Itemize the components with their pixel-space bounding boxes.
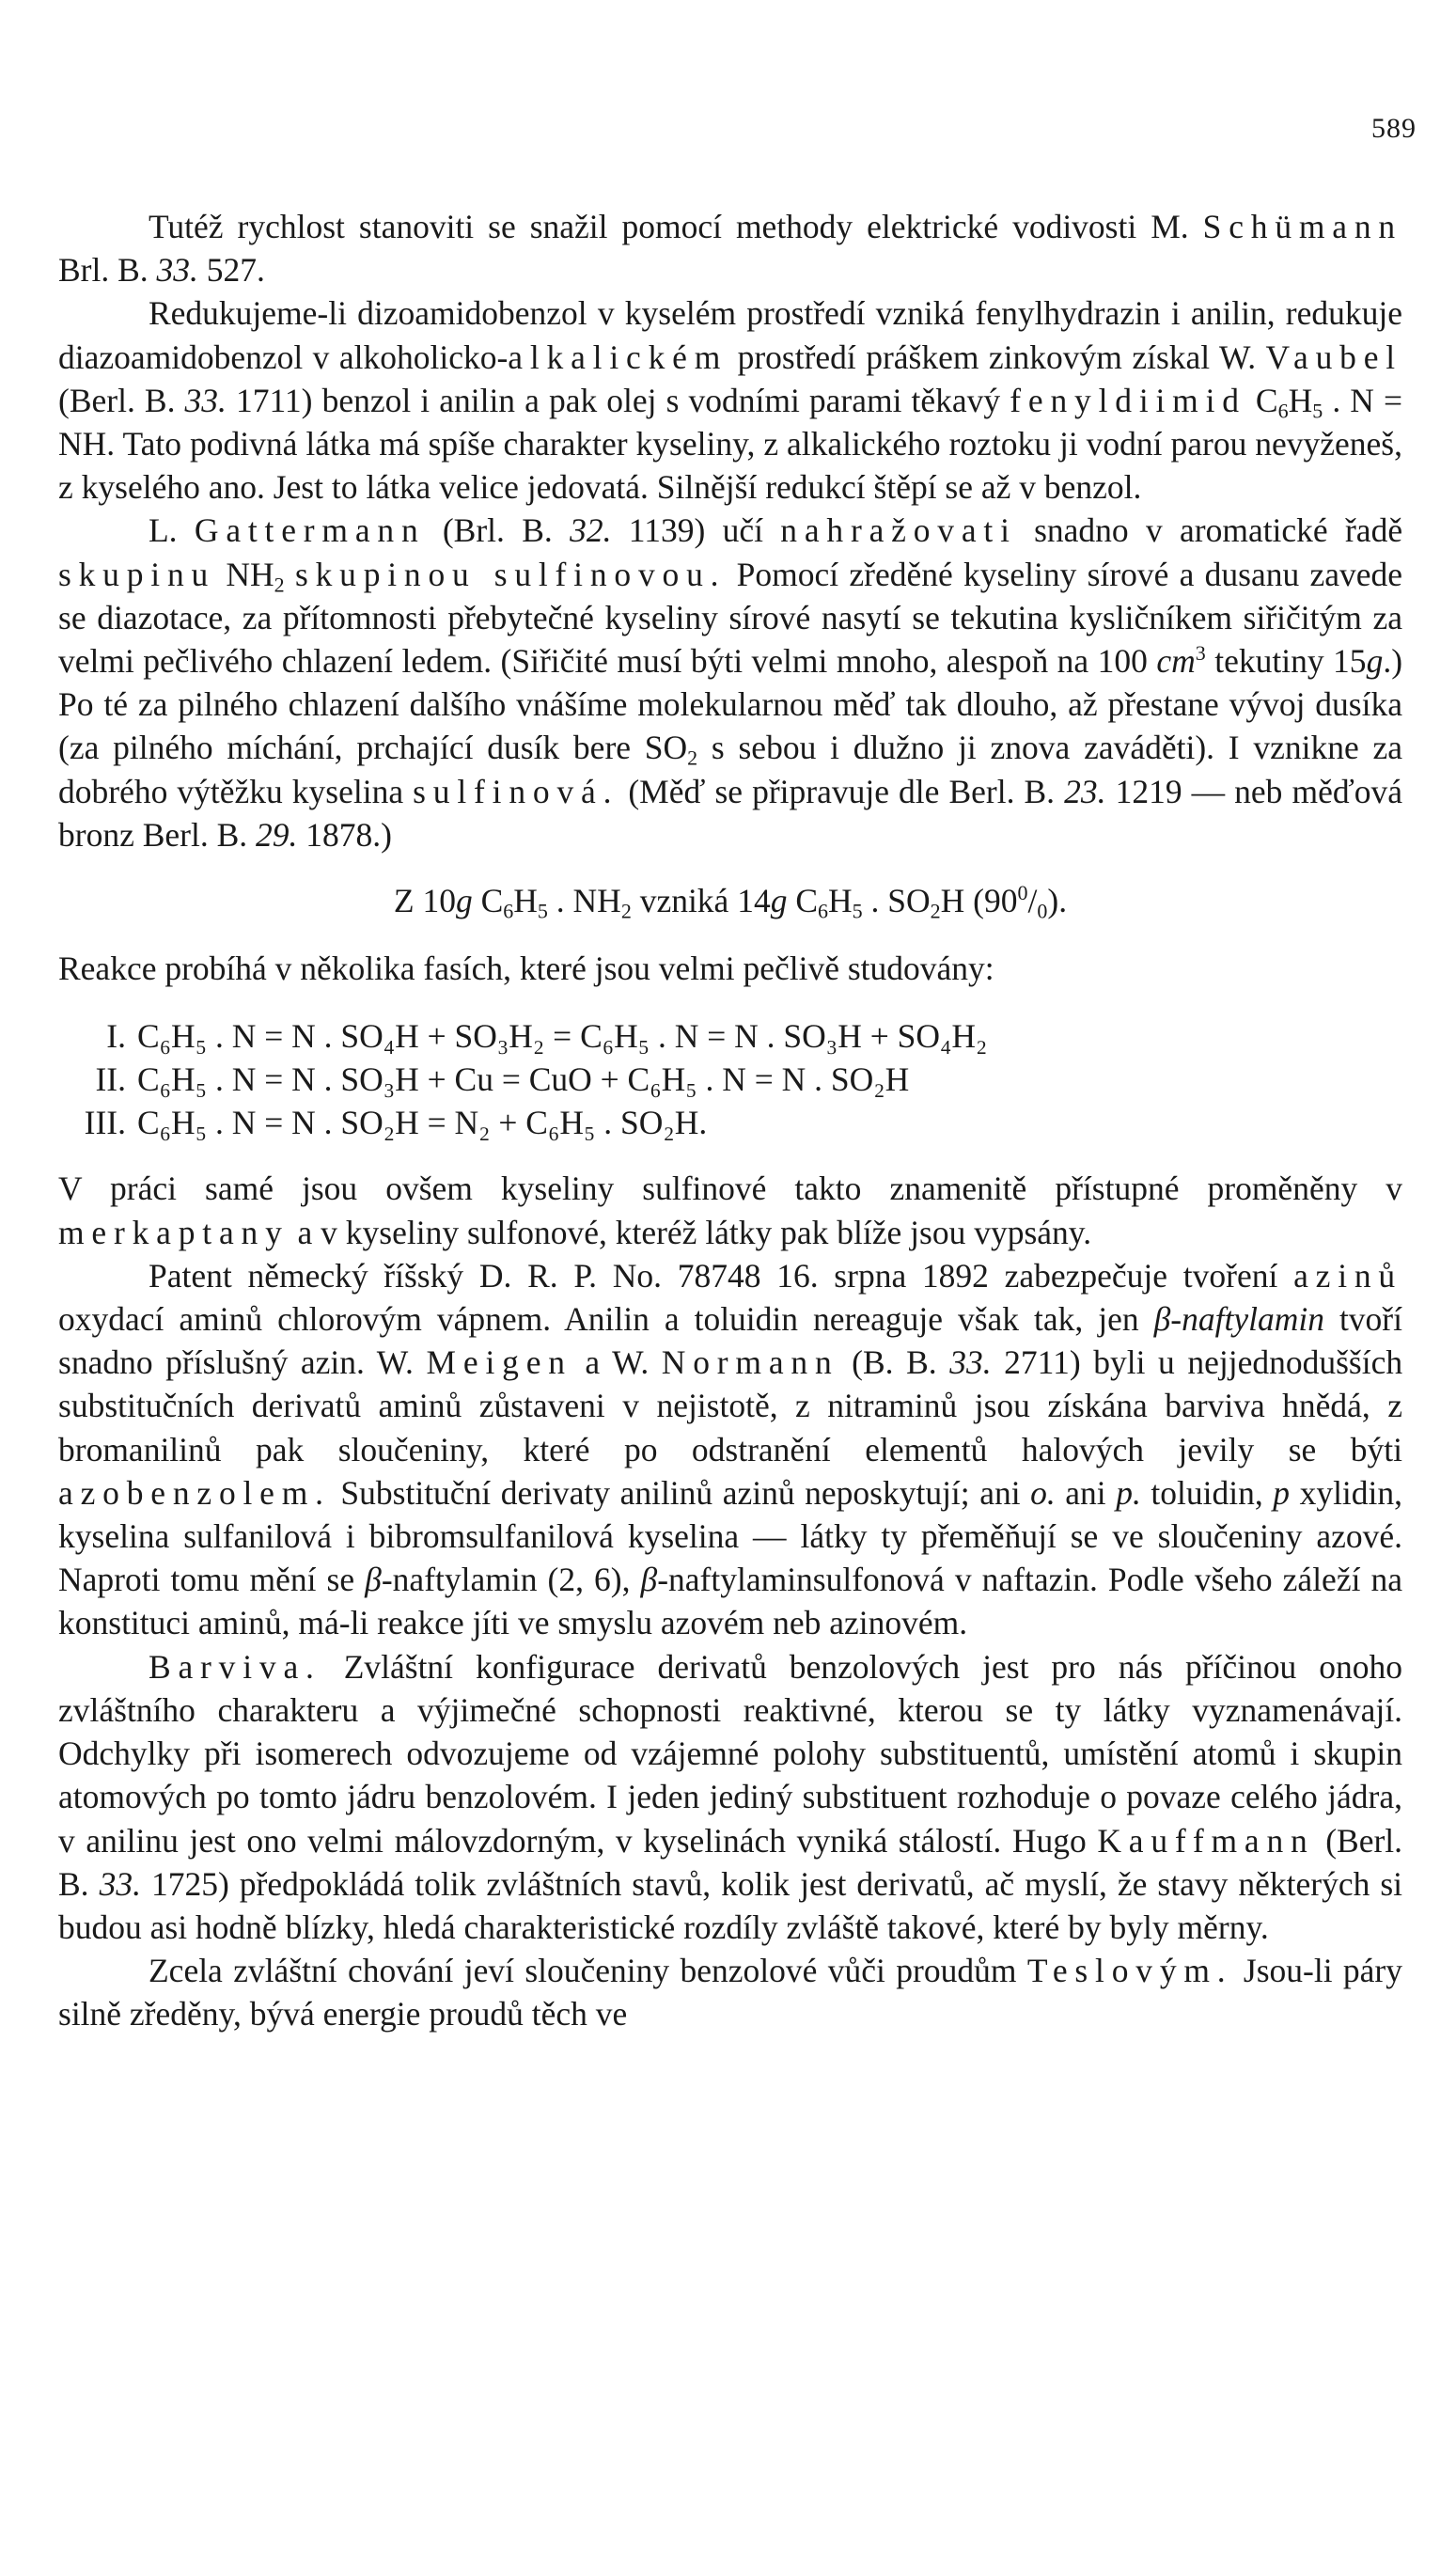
equation-number: III. <box>84 1104 126 1142</box>
paragraph-5: V práci samé jsou ovšem kyseliny sulfinové takto znamenitě přístupné proměněny v merkaptany a v kyseliny sulfonové, kteréž látky pak blíže jsou vypsány. <box>58 1170 1402 1251</box>
paragraph-2: Redukujeme-li dizoamidobenzol v kyselém prostředí vzniká fenylhydrazin i anilin, redukuje diazoamidobenzol v alkoholicko-alkalickém prostředí práškem zinkovým získal W. Vaubel (Berl. B. 33. 1711) benzol i anilin a pak olej s vodními parami těkavý fenyldiimid $C_6H_5$ . N = NH. Tato podivná látka má spíše charakter kyseliny, z alkalického roztoku ji vodní parou nevyženeš, z kyselého ano. Jest to látka velice jedovatá. Silnější redukcí štěpí se až v benzol. <box>58 294 1402 507</box>
reaction-equations <box>58 1014 1402 1144</box>
page-number: 589 <box>1371 113 1417 144</box>
paragraph-4: Reakce probíhá v několika fasích, které jsou velmi pečlivě studovány: <box>58 950 994 988</box>
paragraph-7: Barviva. Zvláštní konfigurace derivatů benzolových jest pro nás příčinou onoho zvláštního charakteru a výjimečné schopnosti reaktivné, kterou se ty látky vyznamenávají. Odchylky při isomerech odvozujeme od vzájemné polohy substituentů, umístění atomů i skupin atomových po tomto jádru benzolovém. I jeden jediný substituent rozhoduje o povaze celého jádra, v anilinu jest ono velmi málovzdorným, v kyselinách vyniká stálostí. Hugo Kauffmann (Berl. B. 33. 1725) předpokládá tolik zvláštních stavů, kolik jest derivatů, ač myslí, že stavy některých si budou asi hodně blízky, hledá charakteristické rozdíly zvláště takové, které by byly měrny. <box>58 1647 1403 1946</box>
equation-1 <box>58 1014 1402 1058</box>
equation-number: I. <box>106 1017 126 1056</box>
paragraph-8: Zcela zvláštní chování jeví sloučeniny benzolové vůči proudům Teslovým. Jsou-li páry silně zředěny, bývá energie proudů těch ve <box>58 1952 1403 2033</box>
equation-2 <box>58 1058 1402 1101</box>
formula-yield: Z 10g $C_6H_5$ . $NH_2$ vzniká 14g $C_6H_5$ . $SO_2H$ $(90^0/_0)$. <box>393 880 1068 923</box>
paragraph-6: Patent německý říšský D. R. P. No. 78748 16. srpna 1892 zabezpečuje tvoření azinů oxydací aminů chlorovým vápnem. Anilin a toluidin nereaguje však tak, jen β-naftylamin tvoří snadno příslušný azin. W. Meigen a W. Normann (B. B. 33. 2711) byli u nejjednodušších substitučních derivatů aminů zůstaveni v nejistotě, z nitraminů jsou získána barviva hnědá, z bromanilinů pak sloučeniny, které po odstranění elementů halových jevily se býti azobenzolem. Substituční derivaty anilinů azinů neposkytují; ani o. ani p. toluidin, p xylidin, kyselina sulfanilová i bibromsulfanilová kyselina — látky ty přeměňují se ve sloučeniny azové. Naproti tomu mění se β-naftylamin (2, 6), β-naftylaminsulfonová v naftazin. Podle všeho záleží na konstituci aminů, má-li reakce jíti ve smyslu azovém neb azinovém. <box>58 1256 1403 1642</box>
body-text <box>58 205 1402 2036</box>
equation-text: C₆H₅ . N = N . SO₂H = N₂ + C₆H₅ . SO₂H. <box>137 1104 708 1142</box>
paragraph-3: L. Gattermann (Brl. B. 32. 1139) učí nahražovati snadno v aromatické řadě skupinu $NH_2$ skupinou sulfinovou. Pomocí zředěné kyseliny sírové a dusanu zavede se diazotace, za přítomnosti přebytečné kyseliny sírové nasytí se tekutina kysličníkem siřičitým za velmi pečlivého chlazení ledem. (Siřičité musí býti velmi mnoho, alespoň na 100 $cm^3$ tekutiny 15g.) Po té za pilného chlazení dalšího vnášíme molekularnou měď tak dlouho, až přestane vývoj dusíka (za pilného míchání, prchající dusík bere $SO_2$ s sebou i dlužno ji znova zaváděti). I vznikne za dobrého výtěžku kyselina sulfinová. (Měď se připravuje dle Berl. B. 23. 1219 — neb měďová bronz Berl. B. 29. 1878.) <box>58 511 1403 854</box>
equation-text: C₆H₅ . N = N . SO₃H + Cu = CuO + C₆H₅ . N = N . SO₂H <box>137 1060 910 1099</box>
paragraph-1: Tutéž rychlost stanoviti se snažil pomocí methody elektrické vodivosti M. Schümann Brl. B. 33. 527. <box>58 208 1402 290</box>
equation-3 <box>58 1101 1402 1144</box>
equation-text: C₆H₅ . N = N . SO₄H + SO₃H₂ = C₆H₅ . N = N . SO₃H + SO₄H₂ <box>137 1017 988 1056</box>
equation-number: II. <box>95 1060 126 1099</box>
formula-fenyldiimid: $C_6H_5$ . N = NH. <box>58 381 1402 463</box>
